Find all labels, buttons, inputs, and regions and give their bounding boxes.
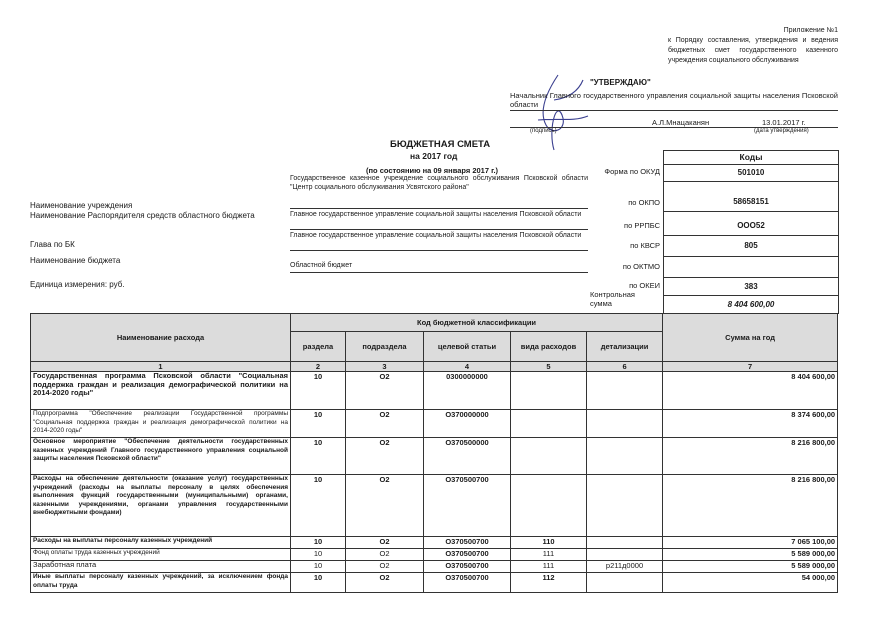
row-sum: 8 216 800,00 <box>663 438 838 475</box>
row-detail <box>587 573 663 593</box>
table-row <box>31 537 838 549</box>
row-kind: 110 <box>511 537 587 549</box>
row-detail <box>587 438 663 475</box>
row-subsection: О2 <box>346 475 424 537</box>
col-target-header: целевой статьи <box>424 332 511 362</box>
row-name: Заработная плата <box>31 561 291 573</box>
row-target: О370500700 <box>424 549 511 561</box>
budget-table <box>30 313 838 593</box>
row-kind <box>511 410 587 438</box>
row-detail <box>587 410 663 438</box>
col-name-header: Наименование расхода <box>31 314 291 362</box>
row-detail <box>587 537 663 549</box>
row-sum: 7 065 100,00 <box>663 537 838 549</box>
row-section: 10 <box>291 549 346 561</box>
table-row <box>31 475 838 537</box>
row-detail: р211д0000 <box>587 561 663 573</box>
row-subsection: О2 <box>346 561 424 573</box>
okpo-label: по ОКПО <box>628 198 660 207</box>
row-subsection: О2 <box>346 537 424 549</box>
distributor-label: Наименование Распорядителя средств областного бюджета <box>30 211 255 220</box>
col-number: 2 <box>291 362 346 372</box>
col-section-header: раздела <box>291 332 346 362</box>
row-subsection: О2 <box>346 372 424 410</box>
date-caption: (дата утверждения) <box>754 128 809 134</box>
kvsr-value: 805 <box>664 236 838 257</box>
table-row <box>31 372 838 410</box>
approval-label: "УТВЕРЖДАЮ" <box>590 78 651 87</box>
oktmo-label: по ОКТМО <box>622 262 660 271</box>
row-section: 10 <box>291 372 346 410</box>
row-kind <box>511 438 587 475</box>
bk-head-value: Главное государственное управление социальной защиты населения Псковской области <box>290 232 582 239</box>
rrpbs-label: по РРПБС <box>624 221 660 230</box>
row-kind: 111 <box>511 549 587 561</box>
row-sum: 8 216 800,00 <box>663 475 838 537</box>
col-subsection-header: подраздела <box>346 332 424 362</box>
divider <box>290 229 588 230</box>
col-group-header: Код бюджетной классификации <box>291 314 663 332</box>
rrpbs-value: ООО52 <box>664 217 838 236</box>
row-target: О370500700 <box>424 475 511 537</box>
okpo-value: 58658151 <box>664 193 838 212</box>
signature-mark <box>528 70 598 160</box>
budget-label: Наименование бюджета <box>30 256 121 265</box>
table-row <box>31 438 838 475</box>
table-row <box>31 410 838 438</box>
row-name: Расходы на обеспечение деятельности (оказание услуг) государственных учреждений (расходы на выплаты персоналу в целях обеспечения выполнения функций государственными (муниципальными) органами, казенными учреждениями, органами управления государственными внебюджетными фондами) <box>31 475 291 537</box>
row-section: 10 <box>291 561 346 573</box>
row-detail <box>587 372 663 410</box>
col-number: 3 <box>346 362 424 372</box>
col-number: 1 <box>31 362 291 372</box>
approval-position: Начальник Главного государственного управления социальной защиты населения Псковской области <box>510 91 838 109</box>
col-number: 7 <box>663 362 838 372</box>
row-subsection: О2 <box>346 438 424 475</box>
signature-caption: (подпись) <box>530 128 557 134</box>
row-detail <box>587 475 663 537</box>
row-kind <box>511 372 587 410</box>
approver-name: А.Л.Мнацаканян <box>652 118 710 127</box>
row-name: Основное мероприятие "Обеспечение деятельности государственных казенных учреждений Главного государственного управления социальной защиты населения Псковской области" <box>31 438 291 475</box>
institution-value: Государственное казенное учреждение социального обслуживания Псковской области "Центр социального обслуживания Усвятского района" <box>290 175 588 191</box>
col-number: 6 <box>587 362 663 372</box>
divider <box>290 208 588 209</box>
row-sum: 8 374 600,00 <box>663 410 838 438</box>
kvsr-label: по КВСР <box>630 241 660 250</box>
row-kind <box>511 475 587 537</box>
budget-value: Областной бюджет <box>290 262 353 269</box>
row-sum: 5 589 000,00 <box>663 561 838 573</box>
row-section: 10 <box>291 573 346 593</box>
row-name: Государственная программа Псковской области "Социальная поддержка граждан и реализация демографической политики на 2014-2020 годы" <box>31 372 291 410</box>
okei-value: 383 <box>664 278 838 296</box>
row-sum: 54 000,00 <box>663 573 838 593</box>
row-target: О370500000 <box>424 438 511 475</box>
okud-value: 501010 <box>664 165 838 182</box>
distributor-value: Главное государственное управление социальной защиты населения Псковской области <box>290 211 582 218</box>
unit-label: Единица измерения: руб. <box>30 280 125 289</box>
col-detail-header: детализации <box>587 332 663 362</box>
row-section: 10 <box>291 438 346 475</box>
table-row <box>31 561 838 573</box>
checksum-value: 8 404 600,00 <box>727 300 775 309</box>
row-sum: 8 404 600,00 <box>663 372 838 410</box>
row-section: 10 <box>291 475 346 537</box>
document-year: на 2017 год <box>410 151 458 161</box>
row-name: Иные выплаты персоналу казенных учреждений, за исключением фонда оплаты труда <box>31 573 291 593</box>
appendix-text: к Порядку составления, утверждения и ведения бюджетных смет государственного казенного учреждения социального обслуживания <box>668 37 838 64</box>
codes-box <box>663 164 839 314</box>
row-sum: 5 589 000,00 <box>663 549 838 561</box>
divider <box>290 272 588 273</box>
row-target: О370500700 <box>424 537 511 549</box>
approval-date: 13.01.2017 г. <box>762 118 806 127</box>
document-as-of: (по состоянию на 09 января 2017 г.) <box>366 166 499 175</box>
appendix-title: Приложение №1 <box>783 27 838 34</box>
okei-label: по ОКЕИ <box>629 281 660 290</box>
row-kind: 112 <box>511 573 587 593</box>
codes-header: Коды <box>663 150 839 165</box>
row-name: Фонд оплаты труда казенных учреждений <box>31 549 291 561</box>
row-subsection: О2 <box>346 549 424 561</box>
row-subsection: О2 <box>346 410 424 438</box>
institution-label: Наименование учреждения <box>30 201 133 210</box>
row-section: 10 <box>291 410 346 438</box>
row-kind: 111 <box>511 561 587 573</box>
col-kind-header: вида расходов <box>511 332 587 362</box>
divider <box>510 110 838 111</box>
okud-label: Форма по ОКУД <box>604 167 660 176</box>
table-row <box>31 549 838 561</box>
col-number: 4 <box>424 362 511 372</box>
row-subsection: О2 <box>346 573 424 593</box>
bk-head-label: Глава по БК <box>30 240 75 249</box>
appendix-note <box>668 26 838 66</box>
row-target: О370500700 <box>424 573 511 593</box>
row-detail <box>587 549 663 561</box>
row-name: Подпрограмма "Обеспечение реализации Государственной программы "Социальная поддержка граждан и реализация демографической политики на 2014-2020 годы" <box>31 410 291 438</box>
row-section: 10 <box>291 537 346 549</box>
checksum-label: Контрольная сумма <box>590 290 635 308</box>
row-name: Расходы на выплаты персоналу казенных учреждений <box>31 537 291 549</box>
divider <box>290 250 588 251</box>
col-number: 5 <box>511 362 587 372</box>
row-target: О370000000 <box>424 410 511 438</box>
oktmo-value <box>664 257 838 278</box>
table-row <box>31 573 838 593</box>
row-target: 0300000000 <box>424 372 511 410</box>
row-target: О370500700 <box>424 561 511 573</box>
col-sum-header: Сумма на год <box>663 314 838 362</box>
document-title: БЮДЖЕТНАЯ СМЕТА <box>390 139 491 150</box>
